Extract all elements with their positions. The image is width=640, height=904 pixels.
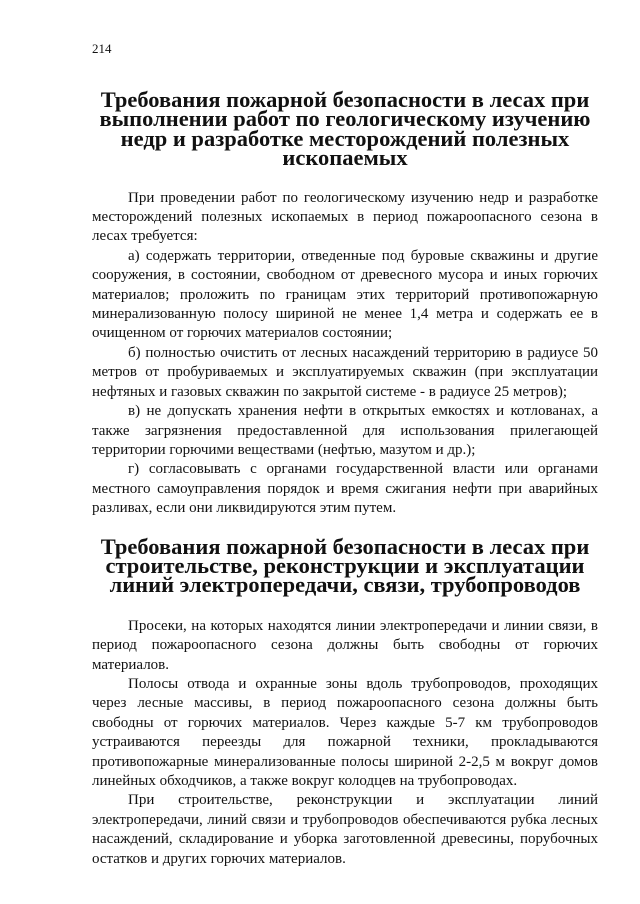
section-2-paragraph-3: При строительстве, реконструкции и эксплуатации линий электропередачи, линий связи и трубопроводов обеспечиваются рубка лесных насаждений, складирование и уборка заготовленной древесины, порубочных остатков и других горючих материалов. bbox=[92, 792, 598, 867]
section-1-item-a: а) содержать территории, отведенные под буровые скважины и другие сооружения, в состоянии, свободном от древесного мусора и иных горючих материалов; проложить по границам этих территорий противопожарную минерализованную полосу шириной не менее 1,4 метра и содержать ее в очищенном от горючих материалов состоянии; bbox=[92, 247, 598, 342]
section-1-paragraph: При проведении работ по геологическому изучению недр и разработке месторождений полезных ископаемых в период пожароопасного сезона в лесах требуется: bbox=[92, 189, 598, 245]
section-1-item-v: в) не допускать хранения нефти в открытых емкостях и котлованах, а также загрязнения предоставленной для использования прилегающей территории горючими веществами (нефтью, мазутом и др.); bbox=[92, 403, 598, 458]
section-2-paragraph-2: Полосы отвода и охранные зоны вдоль трубопроводов, проходящих через лесные массивы, в период пожароопасного сезона должны быть свободны от горючих материалов. Через каждые 5-7 км трубопроводов устраиваются переезды для пожарной техники, прокладываются противопожарные минерализованные полосы шириной 2-2,5 м вокруг домов линейных обходчиков, а также вокруг колодцев на трубопроводах. bbox=[92, 675, 598, 789]
section-1-item-g: г) согласовывать с органами государственной власти или органами местного самоуправления порядок и время сжигания нефти при аварийных разливах, если они ликвидируются этим путем. bbox=[92, 461, 598, 517]
document-body bbox=[92, 87, 598, 869]
section-2-heading: Требования пожарной безопасности в лесах при строительстве, реконструкции и эксплуатации линий электропередачи, связи, трубопроводов bbox=[100, 533, 590, 598]
section-1-item-b: б) полностью очистить от лесных насаждений территорию в радиусе 50 метров от пробуриваемых и эксплуатируемых скважин (при эксплуатации нефтяных и газовых скважин по закрытой системе - в радиусе 25 метров); bbox=[92, 344, 598, 400]
section-1-heading: Требования пожарной безопасности в лесах при выполнении работ по геологическому изучению недр и разработке месторождений полезных ископаемых bbox=[99, 87, 591, 171]
page-number: 214 bbox=[92, 41, 112, 56]
section-2-paragraph-1: Просеки, на которых находятся линии электропередачи и линии связи, в период пожароопасного сезона должны быть свободны от горючих материалов. bbox=[92, 617, 598, 673]
